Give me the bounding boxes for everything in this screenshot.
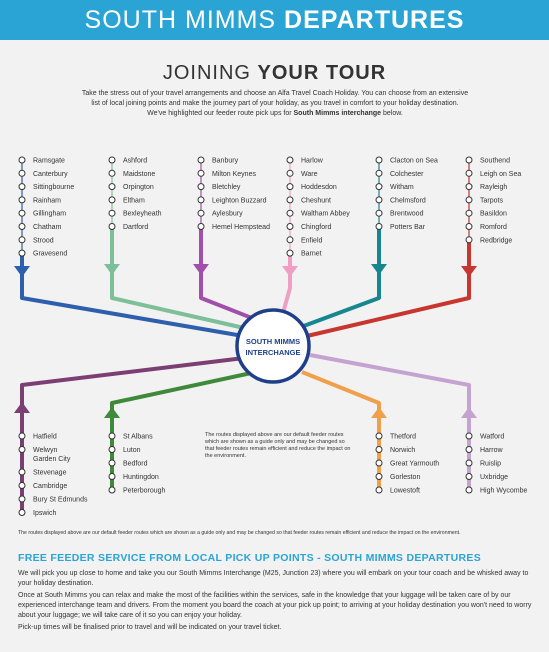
stop-label: Cambridge	[33, 483, 68, 490]
stop-marker	[19, 184, 25, 190]
stop-label: Ware	[301, 170, 318, 178]
arrow-orange	[371, 407, 387, 418]
stop-marker	[376, 210, 382, 216]
stop-marker	[19, 210, 25, 216]
intro-line-1: Take the stress out of your travel arrangements and choose an Alfa Travel Coach Holiday. You can choose from an extensive	[81, 90, 469, 97]
stop-marker	[198, 224, 204, 230]
stop-label: Ramsgate	[33, 157, 65, 165]
stop-label: Clacton on Sea	[390, 157, 438, 165]
stop-label: Basildon	[480, 210, 507, 218]
stop-marker	[19, 197, 25, 203]
stop-label: Witham	[390, 184, 414, 192]
stop-label: Ashford	[123, 157, 148, 165]
stop-marker	[466, 487, 472, 493]
stop-label: Strood	[33, 237, 54, 245]
stop-marker	[19, 469, 25, 475]
stop-marker	[466, 210, 472, 216]
intro-line-3-suffix: below.	[381, 110, 403, 117]
stop-marker	[376, 224, 382, 230]
arrow-red	[461, 266, 477, 277]
stop-marker	[376, 460, 382, 466]
stop-label: Stevenage	[33, 469, 67, 477]
route-blue	[14, 255, 249, 337]
arrow-purple	[193, 264, 209, 275]
route-line-orange	[302, 372, 379, 490]
footnote: The routes displayed above are our default feeder routes which are shown as a guide only and may be changed so that feeder routes remain efficient and reduce the impact on the environment.	[18, 530, 461, 536]
stop-label: Welwyn	[33, 447, 58, 454]
route-line-darkgreen	[112, 372, 256, 490]
stop-marker	[19, 237, 25, 243]
stop-label: Enfield	[301, 237, 323, 245]
stop-marker	[376, 184, 382, 190]
stop-marker	[287, 237, 293, 243]
stop-marker	[466, 170, 472, 176]
stop-label: Barnet	[301, 250, 322, 258]
stop-marker	[19, 510, 25, 516]
stop-marker	[19, 496, 25, 502]
arrow-teal	[371, 264, 387, 275]
route-orange	[302, 372, 387, 490]
arrow-plum	[14, 402, 30, 413]
stop-label: Bexleyheath	[123, 210, 162, 218]
stop-marker	[466, 460, 472, 466]
stop-label: Leigh on Sea	[480, 170, 522, 178]
route-lilac	[310, 355, 477, 490]
stop-label: Great Yarmouth	[390, 460, 440, 468]
stop-marker	[19, 224, 25, 230]
arrow-darkgreen	[104, 407, 120, 418]
route-darkgreen	[104, 372, 256, 490]
stop-label: Brentwood	[390, 210, 424, 218]
stop-label: Waltham Abbey	[301, 210, 350, 218]
stop-marker	[109, 224, 115, 230]
stop-marker	[287, 157, 293, 163]
stop-label: Hoddesdon	[301, 184, 337, 192]
stop-label: High Wycombe	[480, 487, 528, 495]
stop-label: Harrow	[480, 447, 503, 454]
stop-marker	[19, 483, 25, 489]
feeder-service-heading: FREE FEEDER SERVICE FROM LOCAL PICK UP POINTS - SOUTH MIMMS DEPARTURES	[18, 552, 482, 564]
stop-label: Uxbridge	[480, 474, 509, 481]
intro-line-2: list of local joining points and make the journey part of your holiday, as you travel in comfort to your holiday destination.	[91, 100, 459, 107]
stop-label: Leighton Buzzard	[212, 197, 267, 205]
stop-label: Southend	[480, 157, 510, 165]
stop-label: Orpington	[123, 184, 154, 192]
stop-label: Hatfield	[33, 433, 57, 441]
stop-marker	[376, 487, 382, 493]
route-line-purple	[201, 228, 262, 322]
stop-label: St Albans	[123, 433, 153, 441]
route-line-blue	[22, 255, 249, 337]
stop-label: Gravesend	[33, 250, 68, 258]
stop-label: Hemel Hempstead	[212, 224, 270, 231]
stop-marker	[466, 447, 472, 453]
stop-marker	[376, 447, 382, 453]
stop-marker	[19, 447, 25, 453]
hub-label-line-2: INTERCHANGE	[245, 348, 301, 357]
stop-marker	[376, 433, 382, 439]
stop-label: Lowestoft	[390, 487, 420, 495]
arrow-lilac	[461, 407, 477, 418]
stop-marker	[109, 460, 115, 466]
stop-label: Chingford	[301, 224, 332, 231]
stop-marker	[109, 447, 115, 453]
stop-label: Ruislip	[480, 460, 502, 468]
title-bold: YOUR TOUR	[257, 62, 387, 84]
stop-label: Maidstone	[123, 170, 156, 178]
stop-label: Canterbury	[33, 170, 68, 178]
stop-label: Chatham	[33, 224, 62, 231]
stop-label: Watford	[480, 433, 505, 441]
stop-label: Peterborough	[123, 487, 166, 495]
intro-line-3-prefix: We've highlighted our feeder route pick ups for	[147, 110, 294, 117]
stop-label: Bedford	[123, 460, 148, 468]
stop-label: Thetford	[390, 433, 417, 441]
stop-label: Redbridge	[480, 237, 513, 245]
stop-marker	[376, 157, 382, 163]
stop-marker	[466, 224, 472, 230]
stop-label-continued: Garden City	[33, 456, 71, 463]
stop-label: Bletchley	[212, 184, 241, 192]
stop-marker	[109, 197, 115, 203]
stop-label: Dartford	[123, 224, 149, 231]
route-line-lilac	[310, 355, 469, 490]
stop-marker	[287, 224, 293, 230]
arrow-pink	[282, 266, 298, 277]
stop-marker	[198, 184, 204, 190]
route-line-pink	[283, 255, 290, 313]
stop-marker	[109, 170, 115, 176]
stop-marker	[19, 170, 25, 176]
arrow-blue	[14, 266, 30, 277]
hub-circle	[237, 310, 309, 382]
stop-marker	[109, 210, 115, 216]
stop-marker	[466, 184, 472, 190]
route-line-red	[307, 242, 469, 336]
stop-label: Harlow	[301, 157, 323, 165]
intro-line-3-bold: South Mimms interchange	[293, 110, 382, 117]
stop-marker	[109, 433, 115, 439]
stop-marker	[376, 474, 382, 480]
route-pink	[282, 255, 298, 313]
route-red	[307, 242, 477, 336]
stop-label: Ipswich	[33, 510, 57, 517]
stop-label: Sittingbourne	[33, 184, 75, 192]
feeder-service-body	[18, 569, 533, 635]
stop-label: Bury St Edmunds	[33, 496, 88, 504]
stop-marker	[109, 184, 115, 190]
stop-label: Norwich	[390, 447, 416, 454]
stop-marker	[19, 157, 25, 163]
stop-label: Rainham	[33, 197, 62, 205]
top-stops	[19, 157, 521, 258]
stop-label: Gorleston	[390, 474, 421, 481]
stop-marker	[466, 157, 472, 163]
paragraph-2: Once at South Mimms you can relax and make the most of the facilities within the services, safe in the knowledge that your luggage will be taken care of by our experienced interchange team and drivers. From the moment you board the coach at your pick up point; to arriving at your holiday destination you won't need to worry about your luggage; we will take care of it so you can enjoy your holiday.	[18, 592, 532, 619]
stop-label: Potters Bar	[390, 224, 426, 231]
stop-label: Huntingdon	[123, 474, 159, 481]
stop-marker	[466, 433, 472, 439]
stop-label: Milton Keynes	[212, 170, 256, 178]
banner-prefix: SOUTH MIMMS	[84, 6, 285, 34]
route-line-green	[112, 228, 253, 330]
stop-label: Eltham	[123, 197, 145, 205]
stop-marker	[109, 157, 115, 163]
stop-marker	[109, 474, 115, 480]
route-purple	[193, 228, 262, 322]
title-prefix: JOINING	[162, 62, 258, 84]
stop-label: Rayleigh	[480, 184, 508, 192]
stop-marker	[376, 170, 382, 176]
stop-marker	[466, 197, 472, 203]
stop-marker	[287, 250, 293, 256]
stop-marker	[287, 184, 293, 190]
route-note: The routes displayed above are our default feeder routes which are shown as a guide only and may be changed so that feeder routes remain efficient and reduce the impact on the environment.	[205, 432, 351, 459]
paragraph-1: We will pick you up close to home and take you our South Mimms Interchange (M25, Junction 23) where you will embark on your tour coach and be whisked away to your holiday destination.	[18, 570, 529, 587]
paragraph-3: Pick-up times will be finalised prior to travel and will be indicated on your travel ticket.	[18, 624, 282, 631]
stop-label: Banbury	[212, 157, 239, 165]
stop-marker	[287, 170, 293, 176]
stop-label: Aylesbury	[212, 210, 243, 218]
stop-marker	[287, 197, 293, 203]
hub-south-mimms	[237, 310, 309, 382]
stop-marker	[109, 487, 115, 493]
stop-marker	[198, 197, 204, 203]
stop-marker	[376, 197, 382, 203]
banner-bold: DEPARTURES	[284, 6, 465, 34]
stop-marker	[198, 170, 204, 176]
stop-marker	[466, 237, 472, 243]
hub-label-line-1: SOUTH MIMMS	[245, 337, 301, 346]
stop-marker	[19, 433, 25, 439]
stop-marker	[198, 157, 204, 163]
stop-marker	[466, 474, 472, 480]
stop-label: Gillingham	[33, 210, 67, 218]
stop-label: Romford	[480, 224, 507, 231]
stop-marker	[198, 210, 204, 216]
stop-label: Colchester	[390, 170, 424, 178]
stop-label: Tarpots	[480, 197, 503, 205]
stop-label: Chelmsford	[390, 197, 426, 205]
stop-marker	[19, 250, 25, 256]
stop-marker	[287, 210, 293, 216]
arrow-green	[104, 264, 120, 275]
stop-label: Cheshunt	[301, 197, 331, 205]
stop-label: Luton	[123, 447, 141, 454]
